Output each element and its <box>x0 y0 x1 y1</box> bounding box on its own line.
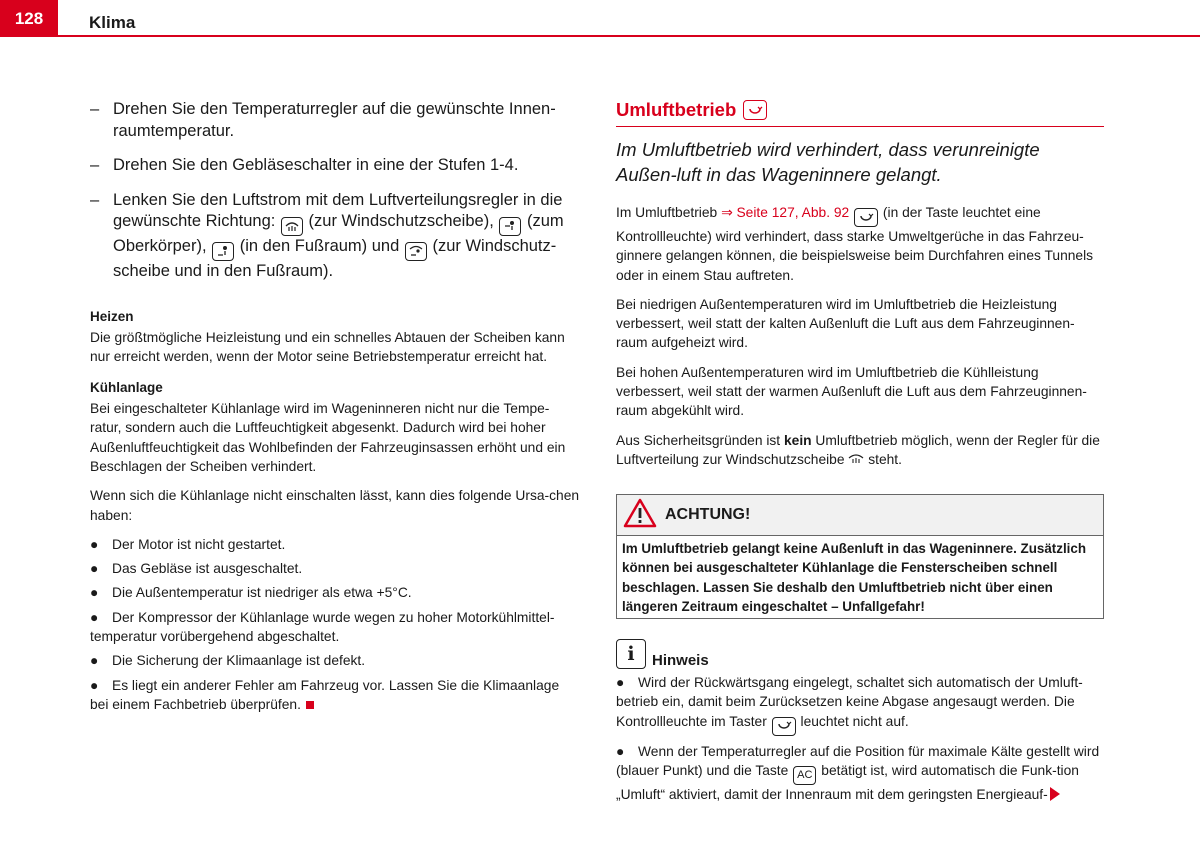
section-title-text: Umluftbetrieb <box>616 99 737 120</box>
continue-arrow-icon <box>1050 787 1060 801</box>
kuehlanlage-causes-intro: Wenn sich die Kühlanlage nicht einschalten lässt, kann dies folgende Ursa-chen haben: <box>90 488 580 523</box>
notes <box>616 673 1104 804</box>
paragraph-1-start: Im Umluftbetrieb <box>616 205 718 220</box>
step-3: – Lenken Sie den Luftstrom mit dem Luftverteilungsregler in die gewünschte Richtung: (zur Windschutzscheibe), (zum Oberkörper), (in den Fußraum) und (zur Windschutz-scheibe und in den Fußraum). <box>90 190 564 280</box>
right-column <box>616 99 1104 810</box>
cause-5: Die Sicherung der Klimaanlage ist defekt. <box>112 653 366 669</box>
windshield-icon <box>281 217 303 236</box>
step-3-windshield: (zur Windschutzscheibe), <box>308 212 494 230</box>
step-3-footwell: (in den Fußraum) und <box>239 237 400 255</box>
note-1: ● Wird der Rückwärtsgang eingelegt, schaltet sich automatisch der Umluft-betrieb ein, damit beim Zurücksetzen keine Abgase angesaugt werden. Die Kontrollleuchte im Taster leuchtet nicht auf. <box>616 673 1104 736</box>
paragraph-4-emphasis: kein <box>783 432 812 448</box>
ac-key: AC <box>793 766 816 785</box>
step-3-upper-body: (zum Oberkörper), <box>113 212 564 255</box>
warning-header <box>617 495 1103 536</box>
warning-triangle-icon <box>623 498 657 533</box>
note-2: ● Wenn der Temperaturregler auf die Position für maximale Kälte gestellt wird (blauer Punkt) und die Taste AC betätigt ist, wird automatisch die Funk-tion „Umluft“ aktiviert, damit der Innenraum mit dem geringsten Energieauf- <box>616 743 1100 802</box>
note-2-start: Wenn der Temperaturregler auf die Position für maximale Kälte gestellt wird (blauer Punkt) und die Taste <box>616 743 1100 778</box>
kuehlanlage-heading: Kühlanlage <box>90 380 163 396</box>
recirculation-icon <box>772 717 796 736</box>
cause-1: Der Motor ist nicht gestartet. <box>112 536 286 552</box>
heizen-heading: Heizen <box>90 308 134 324</box>
list-item: ● Die Außentemperatur ist niedriger als etwa +5°C. <box>90 585 412 601</box>
note-1-end: leuchtet nicht auf. <box>800 713 909 729</box>
list-item: ● Das Gebläse ist ausgeschaltet. <box>90 561 303 577</box>
warning-text: Im Umluftbetrieb gelangt keine Außenluft in das Wageninnere. Zusätzlich können bei ausgeschalteter Kühlanlage die Fensterscheiben schnell beschlagen. Lassen Sie deshalb den Umluftbetrieb nicht über einen längeren Zeitraum eingeschaltet – Unfallgefahr! <box>622 541 1087 614</box>
paragraph-1-rest: (in der Taste leuchtet eine Kontrollleuchte) wird verhindert, dass starke Umweltgerüche in das Fahrzeu-ginnere gelangen können, die beispielsweise beim Durchfahren eines Tunnels oder in einem Stau auftreten. <box>616 205 1094 283</box>
warning-title: ACHTUNG! <box>665 506 751 524</box>
section-end-marker <box>306 701 314 709</box>
page-number: 128 <box>0 0 58 37</box>
list-item: ● Der Kompressor der Kühlanlage wurde wegen zu hoher Motorkühlmittel-temperatur vorübergehend abgeschaltet. <box>90 609 555 645</box>
step-1: – Drehen Sie den Temperaturregler auf die gewünschte Innen-raumtemperatur. <box>90 99 580 142</box>
recirculation-icon <box>743 100 767 120</box>
chapter-title: Klima <box>89 13 136 32</box>
footwell-icon <box>212 242 234 261</box>
note-2-end: betätigt ist, wird automatisch die Funk-tion „Umluft“ aktiviert, damit der Innenraum mit dem geringsten Energieauf- <box>616 762 1079 802</box>
windshield-icon <box>848 452 864 467</box>
section-lead: Im Umluftbetrieb wird verhindert, dass verunreinigte Außen-luft in das Wageninnere gelangt. <box>616 139 1040 185</box>
note-title: Hinweis <box>652 652 709 670</box>
kuehlanlage-text: Bei eingeschalteter Kühlanlage wird im Wageninneren nicht nur die Tempe-ratur, sondern auch die Luftfeuchtigkeit abgesenkt. Dadurch wird bei hoher Außenluftfeuchtigkeit das Wohlbefinden der Fahrzeuginsassen erhöht und ein Beschlagen der Scheiben verhindert. <box>90 401 566 474</box>
cause-3: Die Außentemperatur ist niedriger als etwa +5°C. <box>112 585 412 601</box>
cause-2: Das Gebläse ist ausgeschaltet. <box>112 561 303 577</box>
list-item: ● Der Motor ist nicht gestartet. <box>90 536 286 552</box>
step-2-text: Drehen Sie den Gebläseschalter in eine der Stufen 1-4. <box>113 156 519 174</box>
step-1-text: Drehen Sie den Temperaturregler auf die gewünschte Innen-raumtemperatur. <box>113 100 556 140</box>
paragraph-4 <box>616 431 1104 470</box>
step-3-windshield-footwell: (zur Windschutz-scheibe und in den Fußraum). <box>113 237 557 280</box>
list-item: ● Es liegt ein anderer Fehler am Fahrzeug vor. Lassen Sie die Klimaanlage bei einem Fachbetrieb überprüfen. <box>90 677 560 712</box>
step-2: – Drehen Sie den Gebläseschalter in eine der Stufen 1-4. <box>90 155 580 177</box>
left-column <box>90 99 580 719</box>
upper-body-icon <box>499 217 521 236</box>
recirculation-icon <box>854 208 878 227</box>
note-1-start: Wird der Rückwärtsgang eingelegt, schaltet sich automatisch der Umluft-betrieb ein, damit beim Zurücksetzen keine Abgase angesaugt werden. Die Kontrollleuchte im Taster <box>616 675 1083 729</box>
note-header <box>616 639 1104 669</box>
warning-box <box>616 494 1104 619</box>
causes-list <box>90 535 580 714</box>
paragraph-4-start: Aus Sicherheitsgründen ist <box>616 432 781 448</box>
list-item: ● Die Sicherung der Klimaanlage ist defekt. <box>90 653 366 669</box>
paragraph-1 <box>616 203 1104 285</box>
heizen-text: Die größtmögliche Heizleistung und ein schnelles Abtauen der Scheiben kann nur erreicht werden, wenn der Motor seine Betriebstemperatur erreicht hat. <box>90 329 565 364</box>
header-rule <box>58 35 1200 37</box>
cause-4: Der Kompressor der Kühlanlage wurde wegen zu hoher Motorkühlmittel-temperatur vorübergehend abgeschaltet. <box>90 609 555 645</box>
step-3-text: Lenken Sie den Luftstrom mit dem Luftverteilungsregler in die gewünschte Richtung: <box>113 190 563 230</box>
paragraph-4-end: steht. <box>868 451 902 467</box>
paragraph-3: Bei hohen Außentemperaturen wird im Umluftbetrieb die Kühlleistung verbessert, weil statt der warmen Außenluft die Luft aus dem Fahrzeuginnen-raum abgekühlt wird. <box>616 364 1087 419</box>
paragraph-4-middle: Umluftbetrieb möglich, wenn der Regler für die Luftverteilung zur Windschutzscheibe <box>616 432 1100 467</box>
cause-6: Es liegt ein anderer Fehler am Fahrzeug vor. Lassen Sie die Klimaanlage bei einem Fachbetrieb überprüfen. <box>90 677 560 712</box>
info-icon: i <box>616 639 646 669</box>
section-title <box>616 99 1104 127</box>
page-reference-link[interactable]: ⇒ Seite 127, Abb. 92 <box>721 205 850 220</box>
windshield-footwell-icon <box>405 242 427 261</box>
paragraph-2: Bei niedrigen Außentemperaturen wird im Umluftbetrieb die Heizleistung verbessert, weil statt der kalten Außenluft die Luft aus dem Fahrzeuginnen-raum aufgeheizt wird. <box>616 296 1075 351</box>
